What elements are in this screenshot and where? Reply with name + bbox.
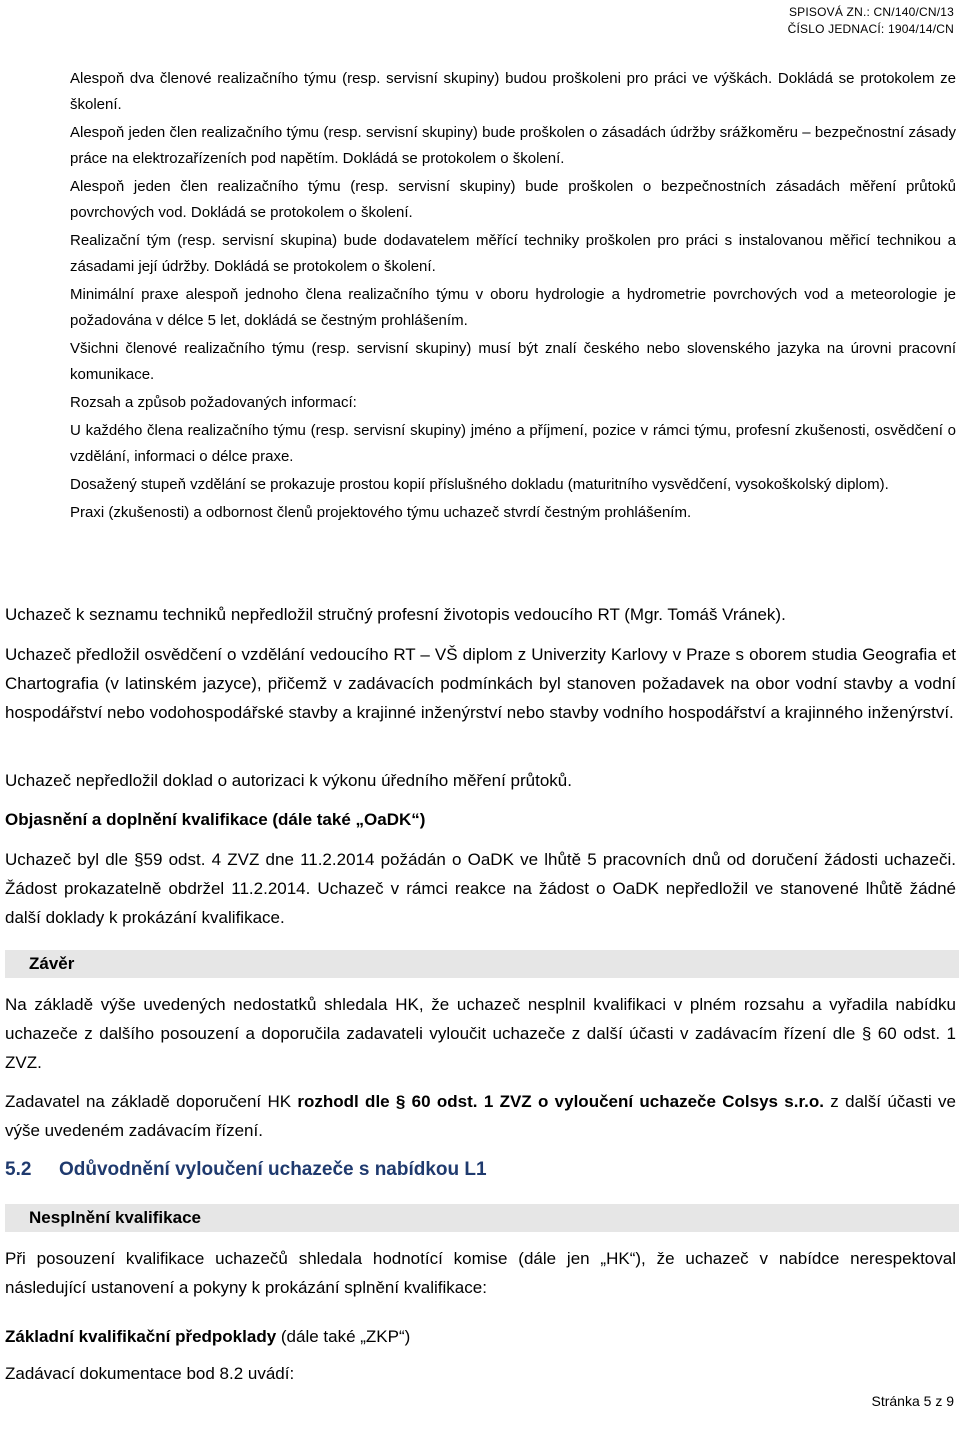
zkp-bold: Základní kvalifikační předpoklady (5, 1327, 277, 1346)
paragraph-zkp (5, 1322, 956, 1351)
paragraph: Uchazeč nepředložil doklad o autorizaci k výkonu úředního měření průtoků. (5, 771, 572, 790)
section-number: 5.2 (5, 1159, 32, 1180)
requirement-paragraph: Alespoň jeden člen realizačního týmu (resp. servisní skupiny) bude proškolen o bezpečnostních zásadách měření průtoků povrchových vod. Dokládá se protokolem o školení. (70, 178, 956, 221)
decision-text: z další účasti ve výše uvedeném zadávacím řízení. (5, 1092, 956, 1140)
requirement-paragraph: Alespoň dva členové realizačního týmu (resp. servisní skupiny) budou proškoleni pro práci ve výškách. Dokládá se protokolem ze školení. (70, 70, 956, 113)
requirement-paragraph: Realizační tým (resp. servisní skupina) bude dodavatelem měřící techniky proškolen pro práci s instalovanou měřicí technikou a zásadami její údržby. Dokládá se protokolem o školení. (70, 232, 956, 275)
page-number: Stránka 5 z 9 (871, 1393, 954, 1409)
section-title: Odůvodnění vyloučení uchazeče s nabídkou L1 (59, 1159, 487, 1180)
paragraph: Zadávací dokumentace bod 8.2 uvádí: (5, 1364, 295, 1383)
paragraph: Při posouzení kvalifikace uchazečů shledala hodnotící komise (dále jen „HK“), že uchazeč v nabídce nerespektoval následující ustanovení a pokyny k prokázání splnění kvalifikace: (5, 1249, 956, 1297)
requirement-paragraph: Rozsah a způsob požadovaných informací: (70, 394, 357, 411)
requirement-paragraph: Praxi (zkušenosti) a odbornost členů projektového týmu uchazeč stvrdí čestným prohlášením. (70, 504, 692, 521)
subheading-oadk: Objasnění a doplnění kvalifikace (dále také „OaDK“) (5, 810, 426, 829)
reference-number: ČÍSLO JEDNACÍ: 1904/14/CN (787, 22, 954, 36)
paragraph: Uchazeč byl dle §59 odst. 4 ZVZ dne 11.2.2014 požádán o OaDK ve lhůtě 5 pracovních dnů od doručení žádosti uchazeči. Žádost prokazatelně obdržel 11.2.2014. Uchazeč v rámci reakce na žádost o OaDK nepředložil ve stanovené lhůtě žádné další doklady k prokázání kvalifikace. (5, 850, 956, 927)
paragraph: Uchazeč předložil osvědčení o vzdělání vedoucího RT – VŠ diplom z Univerzity Karlovy v Praze s oborem studia Geografia et Chartografia (v latinském jazyce), přičemž v zadávacích podmínkách byl stanoven požadavek na obor vodní stavby a vodní hospodářství nebo vodohospodářské stavby a krajinné inženýrství nebo stavby vodního hospodářství a krajinného inženýrství. (5, 645, 956, 722)
requirement-paragraph: Alespoň jeden člen realizačního týmu (resp. servisní skupiny) bude proškolen o zásadách údržby srážkoměru – bezpečnostní zásady práce na elektrozařízeních pod napětím. Dokládá se protokolem o školení. (70, 124, 956, 167)
file-number: SPISOVÁ ZN.: CN/140/CN/13 (788, 5, 954, 19)
decision-bold: rozhodl dle § 60 odst. 1 ZVZ o vyloučení uchazeče Colsys s.r.o. (297, 1092, 824, 1111)
paragraph-decision (5, 1087, 956, 1145)
paragraph: Na základě výše uvedených nedostatků shledala HK, že uchazeč nesplnil kvalifikaci v plném rozsahu a vyřadila nabídku uchazeče z dalšího posouzení a doporučila zadavateli vyloučit uchazeče z další účasti v zadávacím řízení dle § 60 odst. 1 ZVZ. (5, 995, 956, 1072)
page-header (788, 4, 954, 38)
paragraph: Uchazeč k seznamu techniků nepředložil stručný profesní životopis vedoucího RT (Mgr. Tomáš Vránek). (5, 605, 786, 624)
section-band-conclusion: Závěr (5, 950, 959, 978)
requirement-paragraph: Dosažený stupeň vzdělání se prokazuje prostou kopií příslušného dokladu (maturitního vysvědčení, vysokoškolský diplom). (70, 476, 889, 493)
requirement-paragraph: Minimální praxe alespoň jednoho člena realizačního týmu v oboru hydrologie a hydrometrie povrchových vod a meteorologie je požadována v délce 5 let, dokládá se čestným prohlášením. (70, 286, 956, 329)
section-band-qualification: Nesplnění kvalifikace (5, 1204, 959, 1232)
requirement-paragraph: Všichni členové realizačního týmu (resp. servisní skupiny) musí být znalí českého nebo slovenského jazyka na úrovni pracovní komunikace. (70, 340, 956, 383)
section-heading (5, 1156, 487, 1184)
indented-requirements (70, 66, 956, 528)
zkp-rest: (dále také „ZKP“) (276, 1327, 411, 1346)
decision-text: Zadavatel na základě doporučení HK (5, 1092, 298, 1111)
requirement-paragraph: U každého člena realizačního týmu (resp. servisní skupiny) jméno a příjmení, pozice v rámci týmu, profesní zkušenosti, osvědčení o vzdělání, informaci o délce praxe. (70, 422, 956, 465)
